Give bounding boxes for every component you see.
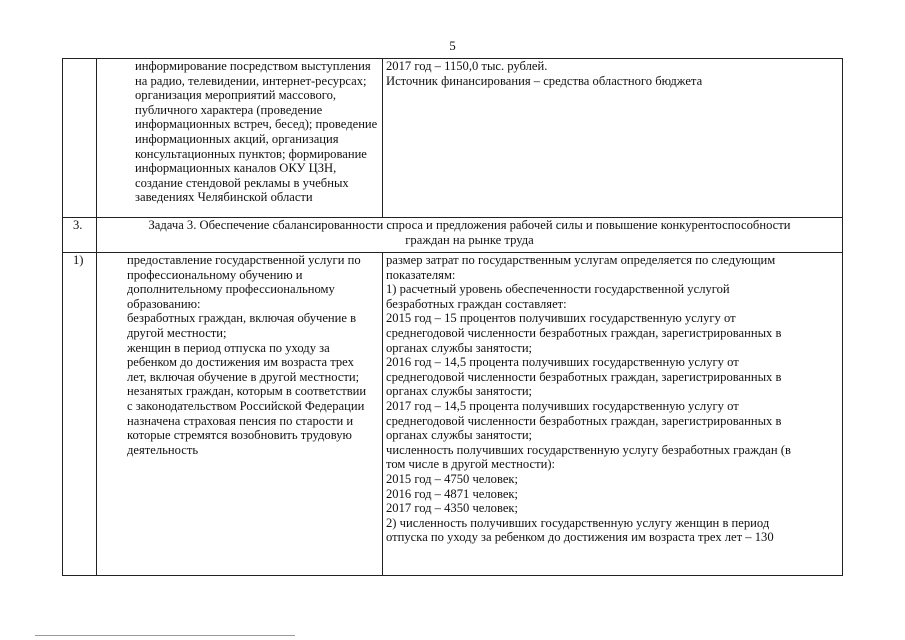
text-line: профессиональному обучению и bbox=[127, 267, 303, 282]
text-line: публичного характера (проведение bbox=[135, 102, 323, 117]
text-line: граждан на рынке труда bbox=[405, 232, 534, 247]
text-line: незанятых граждан, которым в соответствии bbox=[127, 384, 367, 399]
task-title-cell bbox=[97, 218, 843, 253]
text-line: органах службы занятости; bbox=[386, 428, 533, 443]
task-row bbox=[63, 218, 843, 253]
text-line: 2015 год – 15 процентов получивших государственную услугу от bbox=[386, 311, 736, 326]
text-line: 1) расчетный уровень обеспеченности государственной услугой bbox=[386, 282, 730, 297]
text-line: органах службы занятости; bbox=[386, 340, 533, 355]
text-line: Задача 3. Обеспечение сбалансированности спроса и предложения рабочей силы и повышение конкурентоспособности bbox=[148, 218, 791, 232]
text-line: показателям: bbox=[386, 267, 456, 282]
row-number-cell: 1) bbox=[63, 253, 97, 576]
text-line: 2016 год – 14,5 процента получивших государственную услугу от bbox=[386, 355, 739, 370]
text-line: дополнительному профессиональному bbox=[127, 282, 335, 297]
text-line: 2) численность получивших государственную услугу женщин в период bbox=[386, 515, 770, 530]
text-line: информационных акций, организация bbox=[135, 131, 339, 146]
text-line: информирование посредством выступления bbox=[135, 59, 371, 73]
indicator-cell bbox=[383, 59, 843, 218]
text-line: среднегодовой численности безработных граждан, зарегистрированных в bbox=[386, 369, 782, 384]
text-line: предоставление государственной услуги по bbox=[127, 253, 361, 267]
text-line: среднегодовой численности безработных граждан, зарегистрированных в bbox=[386, 325, 782, 340]
text-line: безработных граждан, включая обучение в bbox=[127, 311, 357, 326]
program-table bbox=[62, 58, 843, 576]
text-line: размер затрат по государственным услугам определяется по следующим bbox=[386, 253, 776, 267]
text-line: создание стендовой рекламы в учебных bbox=[135, 175, 349, 190]
text-line: 2017 год – 14,5 процента получивших государственную услугу от bbox=[386, 398, 739, 413]
text-line: организация мероприятий массового, bbox=[135, 88, 337, 103]
table-row bbox=[63, 59, 843, 218]
text-line: консультационных пунктов; формирование bbox=[135, 146, 367, 161]
text-line: 2017 год – 1150,0 тыс. рублей. bbox=[386, 59, 548, 73]
text-line: заведениях Челябинской области bbox=[135, 190, 313, 205]
activity-cell bbox=[97, 59, 383, 218]
text-line: которые стремятся возобновить трудовую bbox=[127, 428, 352, 443]
text-line: численность получивших государственную услугу безработных граждан (в bbox=[386, 442, 791, 457]
text-line: информационных каналов ОКУ ЦЗН, bbox=[135, 161, 337, 176]
text-line: информационных встреч, бесед); проведение bbox=[135, 117, 378, 132]
text-line: 2017 год – 4350 человек; bbox=[386, 501, 519, 516]
text-line: отпуска по уходу за ребенком до достижения им возраста трех лет – 130 bbox=[386, 530, 774, 545]
text-line: деятельность bbox=[127, 442, 199, 457]
text-line: образованию: bbox=[127, 296, 201, 311]
text-line: среднегодовой численности безработных граждан, зарегистрированных в bbox=[386, 413, 782, 428]
text-line: 2016 год – 4871 человек; bbox=[386, 486, 519, 501]
text-line: другой местности; bbox=[127, 325, 227, 340]
row-number-cell bbox=[63, 59, 97, 218]
task-number-cell: 3. bbox=[63, 218, 97, 253]
text-line: Источник финансирования – средства областного бюджета bbox=[386, 73, 703, 88]
page-number: 5 bbox=[449, 38, 456, 53]
text-line: 2015 год – 4750 человек; bbox=[386, 471, 519, 486]
text-line: безработных граждан составляет: bbox=[386, 296, 567, 311]
text-line: ребенком до достижения им возраста трех bbox=[127, 355, 354, 370]
text-line: женщин в период отпуска по уходу за bbox=[127, 340, 330, 355]
indicator-cell bbox=[383, 253, 843, 576]
text-line: органах службы занятости; bbox=[386, 384, 533, 399]
footer-rule bbox=[35, 635, 295, 636]
activity-cell bbox=[97, 253, 383, 576]
text-line: с законодательством Российской Федерации bbox=[127, 398, 365, 413]
text-line: том числе в другой местности): bbox=[386, 457, 556, 472]
text-line: на радио, телевидении, интернет-ресурсах; bbox=[135, 73, 367, 88]
text-line: лет, включая обучение в другой местности; bbox=[127, 369, 360, 384]
table-row bbox=[63, 253, 843, 576]
text-line: назначена страховая пенсия по старости и bbox=[127, 413, 354, 428]
